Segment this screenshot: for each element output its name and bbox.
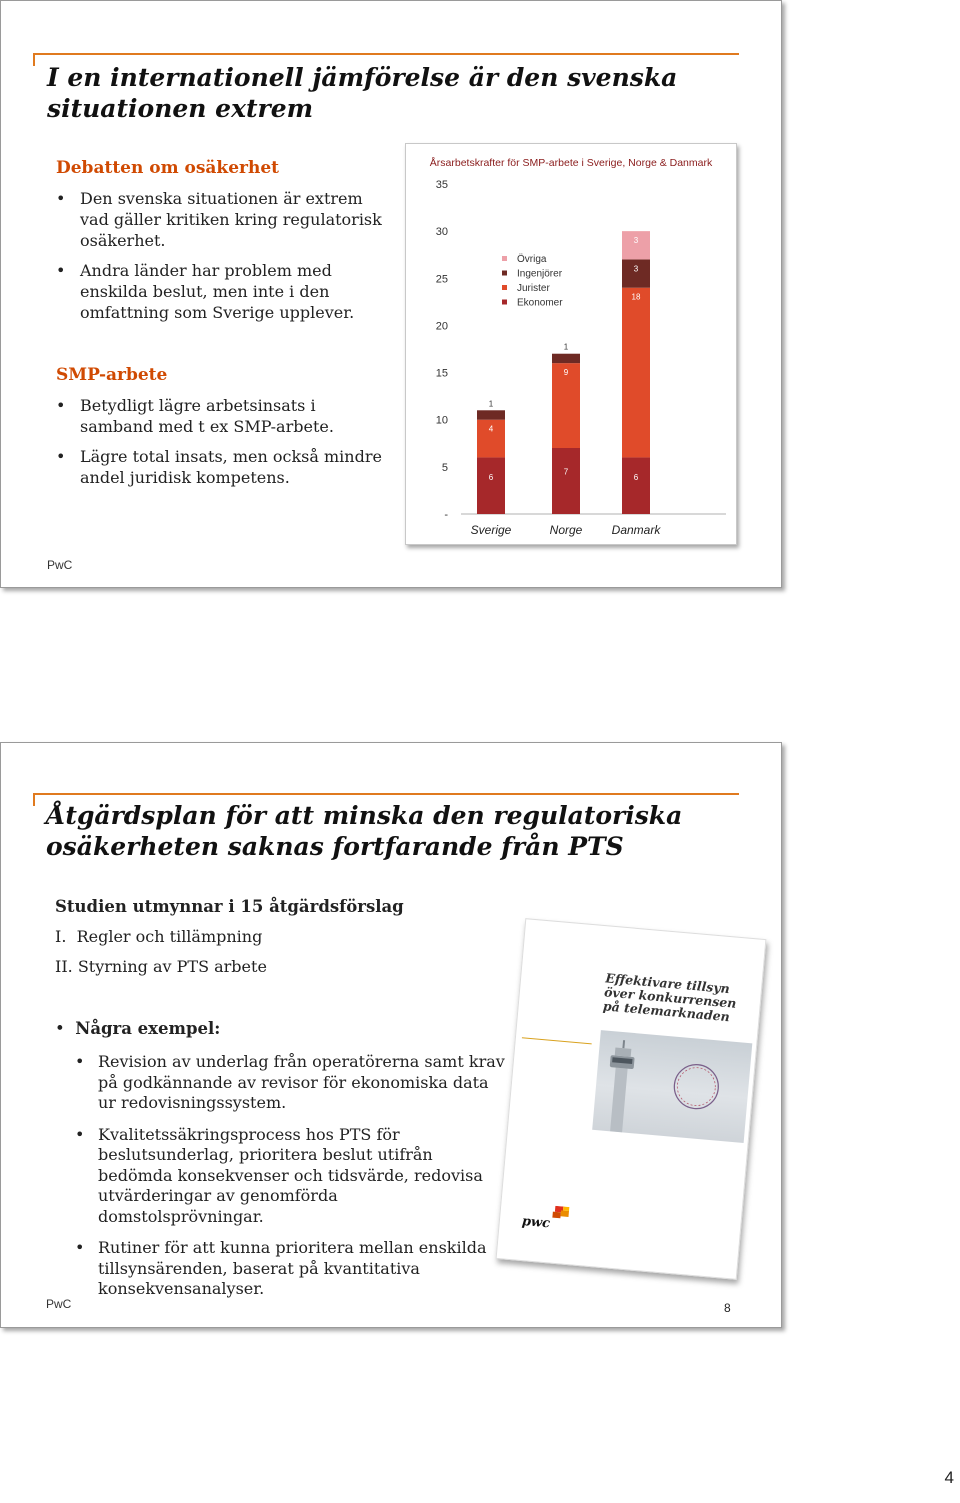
y-tick-label: 20 bbox=[435, 320, 448, 333]
x-tick-label: Sverige bbox=[470, 523, 512, 537]
bar-segment-ingenjörer bbox=[552, 354, 580, 363]
examples-list bbox=[75, 1052, 505, 1311]
study-heading: Studien utmynnar i 15 åtgärdsförslag bbox=[55, 897, 404, 916]
data-label: 7 bbox=[563, 467, 569, 477]
bullet-item: • Lägre total insats, men också mindre andel juridisk kompetens. bbox=[56, 446, 386, 488]
legend-label: Jurister bbox=[517, 283, 550, 294]
bullet-item: • Betydligt lägre arbetsinsats i samband med t ex SMP-arbete. bbox=[56, 395, 386, 437]
numbered-item-1 bbox=[55, 927, 262, 946]
y-tick-label: 35 bbox=[435, 179, 448, 191]
sheet-page-number: 4 bbox=[944, 1468, 954, 1487]
x-tick-label: Norge bbox=[549, 523, 583, 537]
y-tick-label: 5 bbox=[441, 461, 448, 474]
data-label: 4 bbox=[488, 424, 494, 434]
report-cover-image bbox=[496, 918, 767, 1280]
chart-canvas bbox=[406, 144, 736, 544]
item-text: Styrning av PTS arbete bbox=[77, 957, 267, 976]
item-number: II. bbox=[55, 957, 73, 976]
bullet-item: • Den svenska situationen är extrem vad gäller kritiken kring regulatorisk osäkerhet. bbox=[56, 188, 386, 251]
y-tick-label: 30 bbox=[435, 226, 448, 239]
bar-segment-ingenjörer bbox=[477, 410, 505, 419]
legend-label: Ekonomer bbox=[517, 297, 563, 309]
section-heading-smp: SMP-arbete bbox=[56, 365, 168, 385]
title-accent-corner bbox=[33, 793, 35, 806]
y-tick-label: 10 bbox=[435, 414, 448, 427]
item-text: Regler och tillämpning bbox=[76, 927, 263, 946]
data-label: 3 bbox=[633, 236, 639, 246]
data-label: 3 bbox=[633, 264, 639, 274]
example-item: • Rutiner för att kunna prioritera mellan enskilda tillsynsärenden, baserat på kvantitativa konsekvensanalyser. bbox=[75, 1238, 505, 1300]
data-label: 9 bbox=[563, 368, 569, 378]
legend-swatch bbox=[502, 285, 507, 290]
smp-bullet-list bbox=[56, 395, 386, 497]
slide-1 bbox=[0, 0, 782, 588]
x-tick-label: Danmark bbox=[611, 523, 661, 537]
stacked-bar-chart bbox=[405, 143, 737, 545]
legend-swatch bbox=[502, 300, 507, 305]
footer-brand: PwC bbox=[46, 1297, 72, 1311]
legend-label: Övriga bbox=[517, 254, 547, 265]
bar-segment-ekonomer bbox=[552, 448, 580, 514]
data-label: 6 bbox=[633, 473, 639, 483]
slide-1-title: I en internationell jämförelse är den svenska situationen extrem bbox=[47, 63, 678, 123]
bar-segment-jurister bbox=[622, 288, 650, 458]
pwc-logo-text: pwc bbox=[521, 1213, 551, 1232]
title-accent-corner bbox=[33, 53, 35, 66]
report-title: Effektivare tillsyn över konkurrensen på telemarknaden bbox=[602, 970, 738, 1025]
data-label: 1 bbox=[563, 342, 569, 352]
bar-segment-ekonomer bbox=[622, 457, 650, 514]
debatten-bullet-list bbox=[56, 188, 386, 332]
example-item: • Kvalitetssäkringsprocess hos PTS för beslutsunderlag, prioritera beslut utifrån bedömda konsekvenser och tidsvärde, redovisa utvärderingar av genomförda domstolsprövningar. bbox=[75, 1125, 505, 1228]
section-heading-debatten: Debatten om osäkerhet bbox=[56, 158, 280, 178]
report-stamp bbox=[522, 1037, 592, 1045]
example-item: • Revision av underlag från operatörerna samt krav på godkännande av revisor för ekonomiska data ur redovisningssystem. bbox=[75, 1052, 505, 1114]
control-tower-photo bbox=[592, 1030, 752, 1143]
title-accent-rule bbox=[33, 793, 739, 795]
slide-page-number: 8 bbox=[724, 1301, 731, 1315]
item-number: I. bbox=[55, 927, 67, 946]
control-tower-icon bbox=[592, 1030, 752, 1143]
bar-segment-ekonomer bbox=[477, 457, 505, 514]
data-label: 1 bbox=[488, 399, 494, 409]
pwc-logo bbox=[517, 1203, 579, 1238]
legend-swatch bbox=[502, 256, 507, 261]
data-label: 6 bbox=[488, 473, 494, 483]
data-label: 18 bbox=[631, 292, 641, 302]
y-tick-label: 15 bbox=[435, 367, 448, 380]
legend-label: Ingenjörer bbox=[517, 268, 563, 280]
examples-heading-text: Några exempel: bbox=[75, 1019, 221, 1038]
legend-swatch bbox=[502, 271, 507, 276]
examples-heading: • Några exempel: bbox=[55, 1019, 221, 1038]
numbered-item-2 bbox=[55, 957, 267, 976]
title-accent-rule bbox=[33, 53, 739, 55]
y-tick-label: 25 bbox=[435, 273, 448, 286]
footer-brand: PwC bbox=[47, 558, 73, 572]
bullet-item: • Andra länder har problem med enskilda beslut, men inte i den omfattning som Sverige upplever. bbox=[56, 260, 386, 323]
slide-2-title: Åtgärdsplan för att minska den regulatoriska osäkerheten saknas fortfarande från PTS bbox=[46, 801, 683, 861]
chart-title: Årsarbetskrafter för SMP-arbete i Sverige, Norge & Danmark bbox=[429, 157, 713, 169]
y-tick-label: - bbox=[444, 509, 448, 521]
